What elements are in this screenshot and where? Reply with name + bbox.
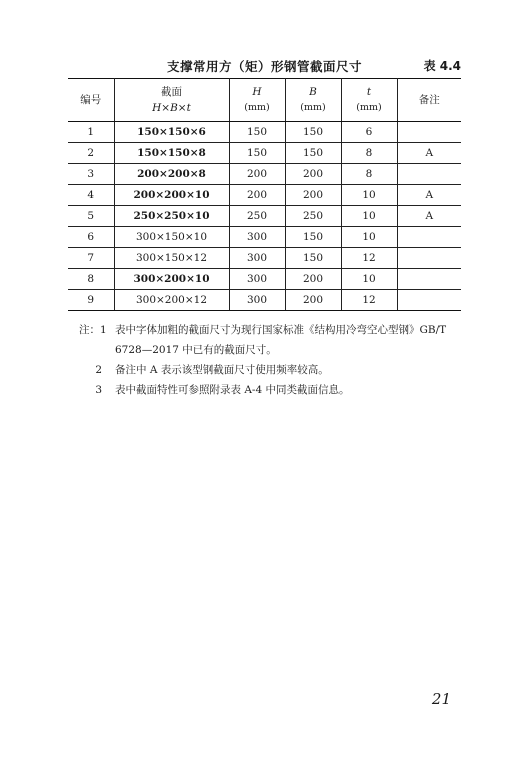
cell-b: 200 bbox=[285, 269, 341, 290]
cell-no: 3 bbox=[68, 164, 114, 185]
cell-h: 300 bbox=[229, 248, 285, 269]
table-notes bbox=[79, 320, 469, 400]
cell-no: 5 bbox=[68, 206, 114, 227]
table-number: 表 4.4 bbox=[423, 59, 461, 73]
cell-t: 12 bbox=[341, 248, 397, 269]
cell-t: 12 bbox=[341, 290, 397, 311]
header-section-line1: 截面 bbox=[161, 86, 182, 98]
table-row bbox=[68, 248, 461, 269]
cell-b: 200 bbox=[285, 290, 341, 311]
cell-t: 10 bbox=[341, 206, 397, 227]
cell-no: 4 bbox=[68, 185, 114, 206]
cell-section: 300×150×10 bbox=[114, 227, 229, 248]
header-b bbox=[285, 79, 341, 122]
cell-no: 7 bbox=[68, 248, 114, 269]
header-t-symbol: t bbox=[366, 86, 372, 98]
cell-remark bbox=[397, 227, 461, 248]
cell-t: 10 bbox=[341, 185, 397, 206]
cell-h: 150 bbox=[229, 122, 285, 143]
table-row bbox=[68, 206, 461, 227]
cell-section: 300×200×12 bbox=[114, 290, 229, 311]
cell-section: 200×200×10 bbox=[114, 185, 229, 206]
note-2-text: 备注中 A 表示该型钢截面尺寸使用频率较高。 bbox=[115, 364, 329, 376]
cell-h: 300 bbox=[229, 227, 285, 248]
cell-b: 200 bbox=[285, 164, 341, 185]
header-no: 编号 bbox=[68, 79, 114, 122]
table-title: 支撑常用方（矩）形钢管截面尺寸 bbox=[166, 59, 362, 74]
note-2 bbox=[79, 360, 469, 380]
cell-no: 6 bbox=[68, 227, 114, 248]
page-number: 21 bbox=[431, 690, 451, 708]
header-t bbox=[341, 79, 397, 122]
cell-b: 150 bbox=[285, 122, 341, 143]
note-1 bbox=[79, 320, 469, 360]
cell-no: 1 bbox=[68, 122, 114, 143]
cell-no: 8 bbox=[68, 269, 114, 290]
cell-remark bbox=[397, 122, 461, 143]
header-b-unit: (mm) bbox=[300, 102, 326, 113]
header-h-symbol: H bbox=[252, 86, 262, 98]
section-size-table bbox=[68, 78, 461, 311]
table-row bbox=[68, 290, 461, 311]
cell-t: 8 bbox=[341, 143, 397, 164]
cell-h: 200 bbox=[229, 185, 285, 206]
table-row bbox=[68, 164, 461, 185]
cell-section: 200×200×8 bbox=[114, 164, 229, 185]
header-section-line2: H×B×t bbox=[152, 102, 191, 114]
cell-remark bbox=[397, 290, 461, 311]
header-b-symbol: B bbox=[309, 86, 317, 98]
cell-section: 300×200×10 bbox=[114, 269, 229, 290]
note-1-lead: 注：1 bbox=[79, 324, 107, 336]
cell-t: 8 bbox=[341, 164, 397, 185]
cell-t: 10 bbox=[341, 269, 397, 290]
cell-h: 250 bbox=[229, 206, 285, 227]
cell-b: 200 bbox=[285, 185, 341, 206]
note-3 bbox=[79, 380, 469, 400]
note-3-text: 表中截面特性可参照附录表 A-4 中同类截面信息。 bbox=[115, 384, 350, 396]
table-row bbox=[68, 269, 461, 290]
cell-h: 300 bbox=[229, 290, 285, 311]
cell-remark: A bbox=[397, 206, 461, 227]
table-row bbox=[68, 185, 461, 206]
cell-section: 150×150×8 bbox=[114, 143, 229, 164]
table-row bbox=[68, 143, 461, 164]
cell-h: 200 bbox=[229, 164, 285, 185]
cell-remark: A bbox=[397, 143, 461, 164]
cell-remark bbox=[397, 164, 461, 185]
header-remark: 备注 bbox=[397, 79, 461, 122]
header-section bbox=[114, 79, 229, 122]
header-t-unit: (mm) bbox=[356, 102, 382, 113]
cell-section: 300×150×12 bbox=[114, 248, 229, 269]
cell-section: 150×150×6 bbox=[114, 122, 229, 143]
table-row bbox=[68, 227, 461, 248]
header-h-unit: (mm) bbox=[244, 102, 270, 113]
cell-remark: A bbox=[397, 185, 461, 206]
note-1-text: 表中字体加粗的截面尺寸为现行国家标准《结构用冷弯空心型钢》GB/T 6728—2017 中已有的截面尺寸。 bbox=[115, 324, 447, 356]
cell-b: 150 bbox=[285, 248, 341, 269]
cell-no: 2 bbox=[68, 143, 114, 164]
cell-b: 250 bbox=[285, 206, 341, 227]
table-header-row bbox=[68, 79, 461, 122]
cell-t: 10 bbox=[341, 227, 397, 248]
cell-remark bbox=[397, 269, 461, 290]
table-row bbox=[68, 122, 461, 143]
cell-remark bbox=[397, 248, 461, 269]
note-2-lead: 2 bbox=[95, 364, 102, 376]
table-body bbox=[68, 122, 461, 311]
cell-h: 300 bbox=[229, 269, 285, 290]
cell-section: 250×250×10 bbox=[114, 206, 229, 227]
cell-b: 150 bbox=[285, 227, 341, 248]
header-h bbox=[229, 79, 285, 122]
note-3-lead: 3 bbox=[95, 384, 102, 396]
cell-t: 6 bbox=[341, 122, 397, 143]
cell-h: 150 bbox=[229, 143, 285, 164]
table-caption bbox=[68, 57, 461, 77]
cell-b: 150 bbox=[285, 143, 341, 164]
cell-no: 9 bbox=[68, 290, 114, 311]
